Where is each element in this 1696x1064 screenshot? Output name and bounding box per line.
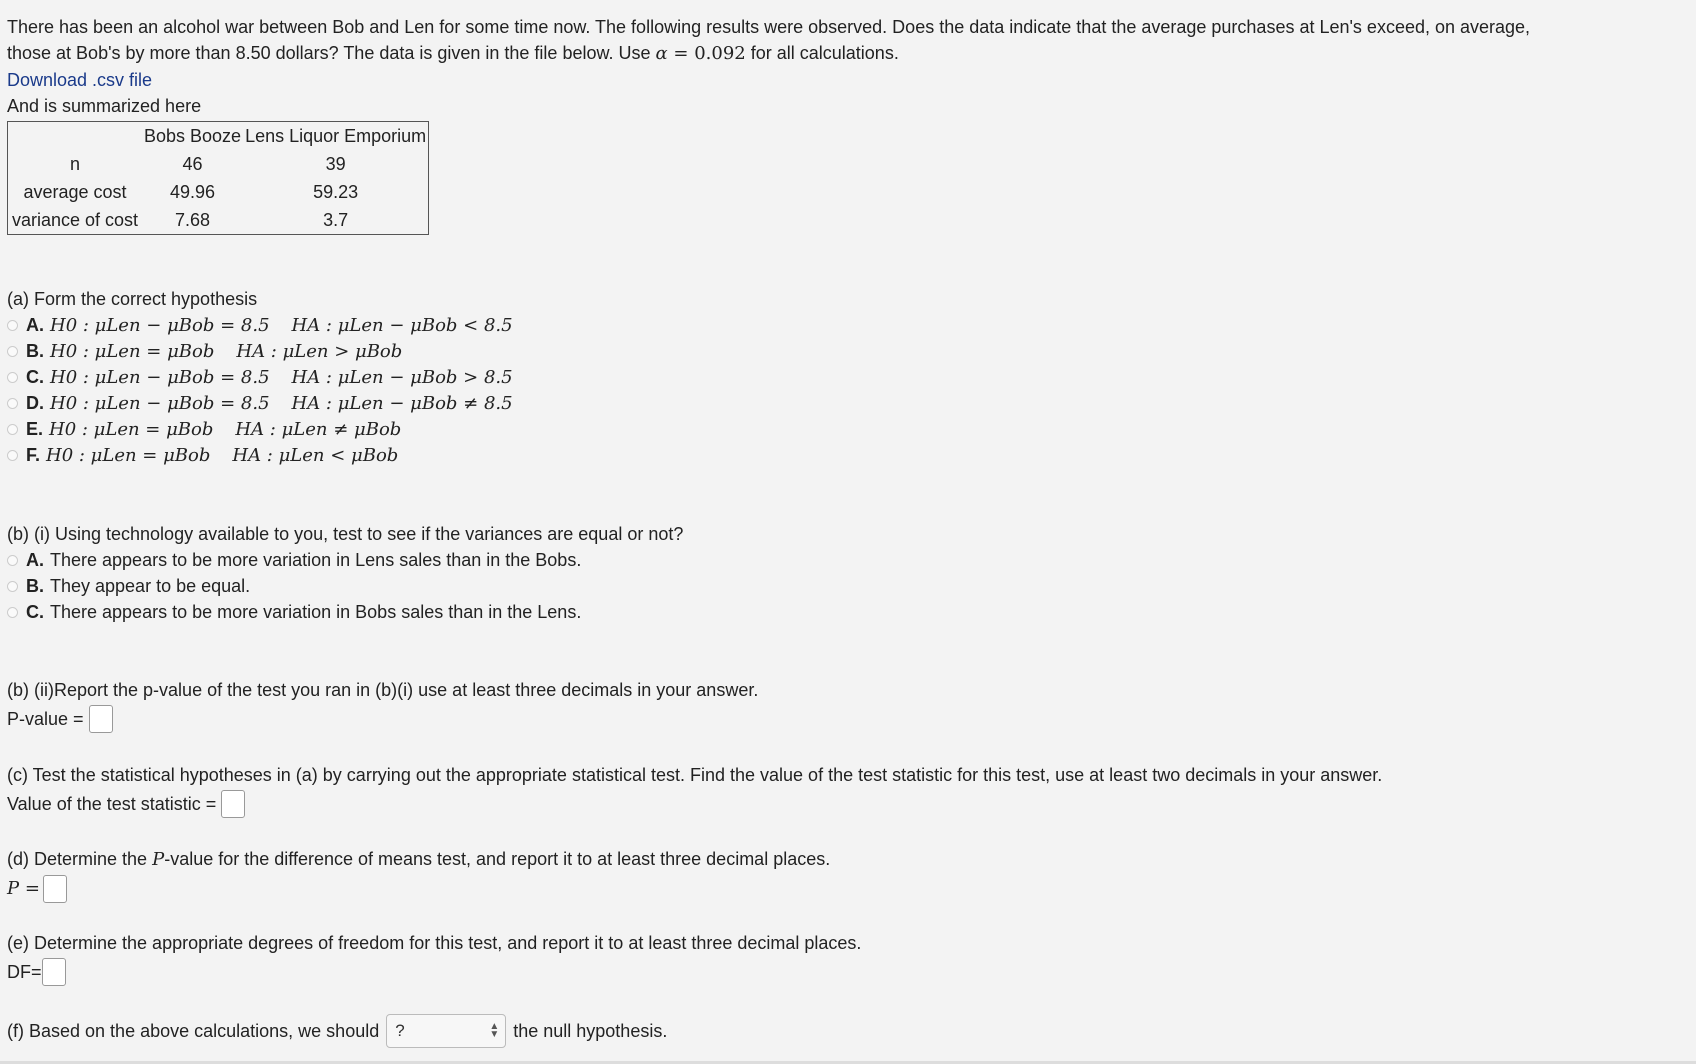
- table-row-label: variance of cost: [11, 209, 139, 230]
- radio-button[interactable]: [7, 555, 18, 566]
- p-label: P =: [7, 878, 40, 899]
- decision-select-value: ?: [395, 1021, 405, 1040]
- part-b1-prompt: (b) (i) Using technology available to you, test to see if the variances are equal or not?: [7, 524, 684, 544]
- part-e: [7, 930, 861, 988]
- table-cell: 7.68: [175, 209, 211, 230]
- download-csv-link[interactable]: Download .csv file: [7, 70, 153, 90]
- hypothesis-ha: HA : μLen < μBob: [232, 444, 399, 466]
- radio-button[interactable]: [7, 346, 18, 357]
- hypothesis-h0: H0 : μLen − μBob = 8.5: [50, 314, 270, 336]
- radio-button[interactable]: [7, 372, 18, 383]
- decision-select[interactable]: [386, 1014, 506, 1048]
- part-b2: [7, 677, 758, 735]
- part-b1: [7, 521, 683, 625]
- table-row: [8, 150, 429, 178]
- pvalue-label: P-value =: [7, 709, 84, 729]
- option-b1-b[interactable]: B. They appear to be equal.: [7, 573, 683, 599]
- option-b1-a[interactable]: A. There appears to be more variation in Lens sales than in the Bobs.: [7, 547, 683, 573]
- df-input[interactable]: [42, 958, 66, 986]
- table-cell: 46: [182, 153, 203, 174]
- test-statistic-label: Value of the test statistic =: [7, 794, 217, 814]
- hypothesis-ha: HA : μLen ≠ μBob: [235, 418, 402, 440]
- radio-button[interactable]: [7, 581, 18, 592]
- pvalue-input[interactable]: [89, 705, 113, 733]
- hypothesis-h0: H0 : μLen − μBob = 8.5: [50, 366, 270, 388]
- part-d-prompt: (d) Determine the P-value for the difference of means test, and report it to at least three decimal places.: [7, 849, 831, 870]
- radio-button[interactable]: [7, 607, 18, 618]
- part-c: [7, 762, 1382, 820]
- table-header-row: [8, 122, 429, 151]
- part-c-prompt: (c) Test the statistical hypotheses in (a) by carrying out the appropriate statistical test. Find the value of the test statistic for this test, use at least two decimals in your answer.: [7, 765, 1383, 785]
- part-e-prompt: (e) Determine the appropriate degrees of freedom for this test, and report it to at least three decimal places.: [7, 933, 862, 953]
- option-a-e[interactable]: E. H0 : μLen = μBob HA : μLen ≠ μBob: [7, 416, 513, 442]
- part-b2-prompt: (b) (ii)Report the p-value of the test you ran in (b)(i) use at least three decimals in your answer.: [7, 680, 759, 700]
- part-f-prompt-post: the null hypothesis.: [513, 1020, 668, 1041]
- option-a-a[interactable]: A. H0 : μLen − μBob = 8.5 HA : μLen − μBob < 8.5: [7, 312, 513, 338]
- summary-table: [7, 121, 429, 235]
- intro-line-2-post: for all calculations.: [750, 43, 899, 63]
- alpha-value: α = 0.092: [655, 43, 746, 64]
- table-cell: 49.96: [170, 181, 216, 202]
- hypothesis-h0: H0 : μLen = μBob: [50, 340, 215, 362]
- radio-button[interactable]: [7, 450, 18, 461]
- option-a-c[interactable]: C. H0 : μLen − μBob = 8.5 HA : μLen − μBob > 8.5: [7, 364, 513, 390]
- question-container: [7, 14, 1687, 235]
- hypothesis-h0: H0 : μLen = μBob: [49, 418, 214, 440]
- option-b1-c[interactable]: C. There appears to be more variation in Bobs sales than in the Lens.: [7, 599, 683, 625]
- df-label: DF=: [7, 962, 42, 982]
- radio-button[interactable]: [7, 424, 18, 435]
- intro-text: [7, 14, 1687, 119]
- table-row: [8, 178, 429, 206]
- intro-line-1: There has been an alcohol war between Bob and Len for some time now. The following results were observed. Does the data indicate that the average purchases at Len's exceed, on average,: [7, 17, 1531, 37]
- table-row-label: n: [69, 153, 80, 174]
- intro-line-2: [7, 40, 1687, 67]
- hypothesis-ha: HA : μLen − μBob < 8.5: [291, 314, 513, 336]
- summary-caption: And is summarized here: [7, 96, 202, 116]
- test-statistic-input[interactable]: [221, 790, 245, 818]
- table-cell: 3.7: [323, 209, 349, 230]
- table-row: [8, 206, 429, 235]
- radio-button[interactable]: [7, 398, 18, 409]
- hypothesis-h0: H0 : μLen − μBob = 8.5: [50, 392, 270, 414]
- option-a-b[interactable]: B. H0 : μLen = μBob HA : μLen > μBob: [7, 338, 513, 364]
- hypothesis-h0: H0 : μLen = μBob: [46, 444, 211, 466]
- option-a-f[interactable]: F. H0 : μLen = μBob HA : μLen < μBob: [7, 442, 513, 468]
- hypothesis-ha: HA : μLen > μBob: [236, 340, 403, 362]
- chevron-updown-icon: ▲ ▼: [489, 1021, 500, 1040]
- option-a-d[interactable]: D. H0 : μLen − μBob = 8.5 HA : μLen − μBob ≠ 8.5: [7, 390, 513, 416]
- p-value-input[interactable]: [43, 875, 67, 903]
- table-row-label: average cost: [23, 181, 127, 202]
- part-a: [7, 286, 513, 468]
- table-header-cell: [8, 122, 143, 151]
- part-f: [7, 1013, 667, 1049]
- table-header-cell: Bobs Booze: [144, 125, 242, 146]
- part-f-prompt-pre: (f) Based on the above calculations, we should: [7, 1020, 380, 1041]
- part-a-prompt: (a) Form the correct hypothesis: [7, 289, 258, 309]
- table-cell: 39: [325, 153, 346, 174]
- radio-button[interactable]: [7, 320, 18, 331]
- hypothesis-ha: HA : μLen − μBob ≠ 8.5: [291, 392, 513, 414]
- table-cell: 59.23: [313, 181, 359, 202]
- table-header-cell: Lens Liquor Emporium: [245, 125, 427, 146]
- intro-line-2-pre: those at Bob's by more than 8.50 dollars? The data is given in the file below. Use: [7, 43, 651, 63]
- hypothesis-ha: HA : μLen − μBob > 8.5: [291, 366, 513, 388]
- part-d: [7, 846, 830, 905]
